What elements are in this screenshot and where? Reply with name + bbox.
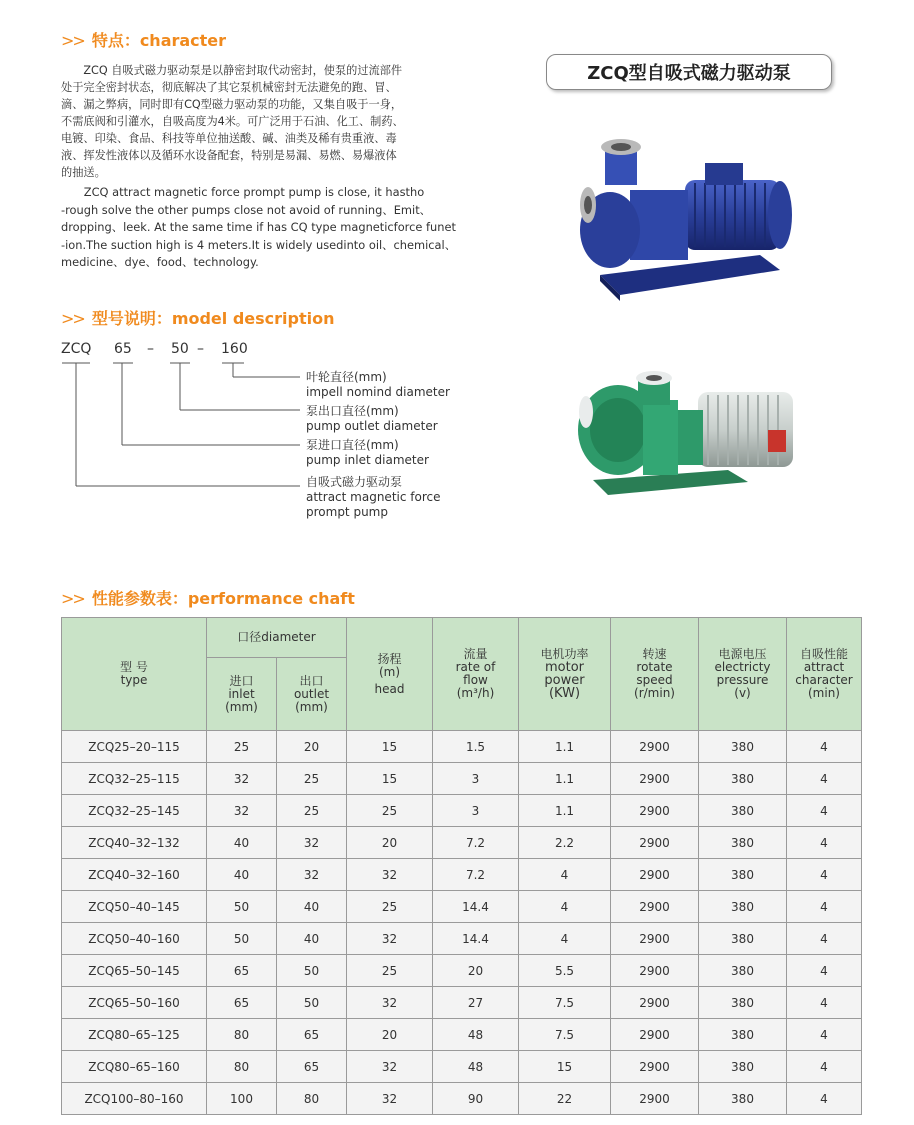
cell-outlet: 40: [277, 923, 347, 955]
cell-voltage: 380: [699, 987, 787, 1019]
cell-suction: 4: [787, 1019, 862, 1051]
table-row: [62, 1083, 862, 1115]
cell-flow: 48: [433, 1051, 519, 1083]
cell-power: 1.1: [519, 731, 611, 763]
model-code-impeller: 160: [221, 341, 248, 357]
header-en: flow: [463, 673, 488, 687]
desc-en: prompt pump: [306, 505, 388, 519]
cell-flow: 3: [433, 763, 519, 795]
table-row: [62, 827, 862, 859]
text-line: medicine、dye、food、technology.: [61, 255, 259, 269]
cell-flow: 20: [433, 955, 519, 987]
cell-head: 32: [347, 1083, 433, 1115]
header-en: rate of: [455, 660, 496, 674]
cell-speed: 2900: [611, 795, 699, 827]
cell-flow: 90: [433, 1083, 519, 1115]
text-line: -ion.The suction high is 4 meters.It is widely usedinto oil、chemical、: [61, 237, 457, 252]
desc-en: pump inlet diameter: [306, 453, 429, 467]
cell-suction: 4: [787, 827, 862, 859]
cell-suction: 4: [787, 891, 862, 923]
chevron-right-icon: >>: [61, 309, 84, 328]
cell-power: 2.2: [519, 827, 611, 859]
cell-outlet: 40: [277, 891, 347, 923]
header-en: outlet: [293, 686, 330, 701]
header-en: character: [795, 673, 853, 687]
cell-inlet: 100: [207, 1083, 277, 1115]
cell-model: ZCQ32–25–145: [62, 795, 207, 827]
cell-suction: 4: [787, 923, 862, 955]
cell-head: 25: [347, 795, 433, 827]
header-en: type: [120, 673, 148, 687]
header-suction: [787, 618, 862, 731]
pump-type-label: [306, 475, 440, 520]
cell-model: ZCQ32–25–115: [62, 763, 207, 795]
header-unit: (m³/h): [456, 686, 495, 700]
cell-head: 25: [347, 955, 433, 987]
header-en: pressure: [716, 673, 769, 687]
cell-voltage: 380: [699, 955, 787, 987]
text-line: 的抽送。: [61, 166, 106, 179]
table-row: [62, 891, 862, 923]
desc-en: attract magnetic force: [306, 490, 441, 504]
product-title: ZCQ型自吸式磁力驱动泵: [587, 63, 791, 84]
desc-en: impell nomind diameter: [306, 385, 450, 399]
cell-flow: 7.2: [433, 827, 519, 859]
table-row: [62, 859, 862, 891]
header-cn: 自吸性能: [799, 647, 848, 661]
desc-en: pump outlet diameter: [306, 419, 438, 433]
cell-inlet: 40: [207, 859, 277, 891]
cell-model: ZCQ50–40–160: [62, 923, 207, 955]
cell-flow: 14.4: [433, 923, 519, 955]
header-cn: 电源电压: [718, 647, 767, 661]
cell-suction: 4: [787, 731, 862, 763]
character-title-text: 特点：character: [91, 31, 227, 50]
header-cn: 进口: [229, 673, 254, 688]
header-cn: 型 号: [120, 660, 148, 674]
cell-model: ZCQ50–40–145: [62, 891, 207, 923]
table-row: [62, 795, 862, 827]
cell-outlet: 50: [277, 955, 347, 987]
header-outlet: [277, 658, 347, 731]
cell-flow: 48: [433, 1019, 519, 1051]
cell-head: 32: [347, 1051, 433, 1083]
header-head: [347, 618, 433, 731]
performance-table: [61, 617, 862, 1115]
desc-cn: 自吸式磁力驱动泵: [306, 475, 403, 489]
cell-inlet: 40: [207, 827, 277, 859]
cell-flow: 3: [433, 795, 519, 827]
cell-outlet: 65: [277, 1051, 347, 1083]
cell-inlet: 50: [207, 923, 277, 955]
cell-head: 15: [347, 763, 433, 795]
cell-head: 32: [347, 859, 433, 891]
cell-speed: 2900: [611, 955, 699, 987]
cell-model: ZCQ65–50–160: [62, 987, 207, 1019]
table-row: [62, 923, 862, 955]
header-cn: 出口: [299, 673, 324, 688]
cell-power: 4: [519, 859, 611, 891]
cell-power: 15: [519, 1051, 611, 1083]
cell-inlet: 80: [207, 1019, 277, 1051]
header-unit: (KW): [548, 686, 581, 701]
cell-inlet: 25: [207, 731, 277, 763]
cell-voltage: 380: [699, 795, 787, 827]
header-inlet: [207, 658, 277, 731]
cell-power: 7.5: [519, 1019, 611, 1051]
cell-model: ZCQ80–65–125: [62, 1019, 207, 1051]
performance-section-title: [61, 586, 355, 609]
header-type: [62, 618, 207, 731]
header-en: motor: [544, 660, 584, 675]
cell-head: 32: [347, 923, 433, 955]
cell-voltage: 380: [699, 763, 787, 795]
model-code-inlet: 65: [114, 341, 132, 357]
cell-inlet: 65: [207, 987, 277, 1019]
desc-cn: 叶轮直径(mm): [306, 370, 387, 384]
text-line: 滴、漏之弊病，同时即有CQ型磁力驱动泵的功能，又集自吸于一身，: [61, 98, 403, 111]
cell-outlet: 80: [277, 1083, 347, 1115]
text-line: 电镀、印染、食品、科技等单位抽送酸、碱、油类及稀有贵重液、毒: [61, 132, 397, 145]
cell-suction: 4: [787, 987, 862, 1019]
header-power: [519, 618, 611, 731]
cell-voltage: 380: [699, 1019, 787, 1051]
cell-outlet: 32: [277, 859, 347, 891]
header-diameter: 口径diameter: [207, 618, 347, 658]
cell-flow: 27: [433, 987, 519, 1019]
cell-flow: 1.5: [433, 731, 519, 763]
text-line: 不需底阀和引灌水，自吸高度为4米。可广泛用于石油、化工、制药、: [61, 115, 404, 128]
model-code-series: ZCQ: [61, 341, 92, 357]
cell-model: ZCQ80–65–160: [62, 1051, 207, 1083]
cell-voltage: 380: [699, 891, 787, 923]
model-code-dash: –: [197, 341, 204, 357]
cell-outlet: 65: [277, 1019, 347, 1051]
cell-head: 20: [347, 1019, 433, 1051]
performance-title-text: 性能参数表：performance chaft: [91, 589, 355, 608]
header-en: rotate: [636, 660, 673, 674]
header-cn: 扬程: [377, 651, 402, 666]
cell-suction: 4: [787, 1051, 862, 1083]
cell-outlet: 25: [277, 795, 347, 827]
table-row: [62, 1051, 862, 1083]
header-en: speed: [636, 673, 673, 687]
header-en: electricty: [714, 660, 771, 674]
text-line: dropping、leek. At the same time if has CQ type magneticforce funet: [61, 220, 456, 234]
table-row: [62, 1019, 862, 1051]
cell-suction: 4: [787, 1083, 862, 1115]
cell-head: 20: [347, 827, 433, 859]
table-row: [62, 763, 862, 795]
header-flow: [433, 618, 519, 731]
cell-speed: 2900: [611, 731, 699, 763]
text-line: 液、挥发性液体以及循环水设备配套，特别是易漏、易燃、易爆液体: [61, 149, 397, 162]
cell-speed: 2900: [611, 1051, 699, 1083]
cell-voltage: 380: [699, 1051, 787, 1083]
cell-power: 22: [519, 1083, 611, 1115]
model-title-text: 型号说明：model description: [91, 309, 335, 328]
cell-inlet: 80: [207, 1051, 277, 1083]
cell-voltage: 380: [699, 827, 787, 859]
cell-flow: 7.2: [433, 859, 519, 891]
cell-power: 4: [519, 891, 611, 923]
cell-power: 4: [519, 923, 611, 955]
header-en: power: [544, 673, 585, 688]
header-cn: 流量: [463, 647, 488, 661]
header-unit: (v): [734, 686, 751, 700]
text-line: ZCQ attract magnetic force prompt pump is close, it hastho: [61, 185, 425, 199]
chevron-right-icon: >>: [61, 589, 84, 608]
cell-suction: 4: [787, 859, 862, 891]
cell-suction: 4: [787, 795, 862, 827]
text-line: -rough solve the other pumps close not avoid of running、Emit、: [61, 202, 432, 217]
table-row: [62, 955, 862, 987]
cell-model: ZCQ25–20–115: [62, 731, 207, 763]
cell-speed: 2900: [611, 1083, 699, 1115]
cell-voltage: 380: [699, 923, 787, 955]
cell-outlet: 32: [277, 827, 347, 859]
cell-inlet: 50: [207, 891, 277, 923]
cell-inlet: 32: [207, 763, 277, 795]
header-unit: (r/min): [634, 686, 675, 700]
model-code-dash: –: [147, 341, 154, 357]
cell-speed: 2900: [611, 827, 699, 859]
table-row: [62, 731, 862, 763]
desc-cn: 泵出口直径(mm): [306, 404, 399, 418]
cell-model: ZCQ65–50–145: [62, 955, 207, 987]
inlet-diameter-label: [306, 438, 429, 468]
cell-speed: 2900: [611, 987, 699, 1019]
cell-speed: 2900: [611, 923, 699, 955]
cell-outlet: 25: [277, 763, 347, 795]
impeller-diameter-label: [306, 370, 450, 400]
cell-voltage: 380: [699, 1083, 787, 1115]
performance-table-body: [62, 731, 862, 1115]
cell-model: ZCQ40–32–160: [62, 859, 207, 891]
header-speed: [611, 618, 699, 731]
desc-cn: 泵进口直径(mm): [306, 438, 399, 452]
cell-voltage: 380: [699, 859, 787, 891]
header-en: attract: [803, 660, 845, 674]
cell-speed: 2900: [611, 763, 699, 795]
cell-speed: 2900: [611, 1019, 699, 1051]
header-unit: (min): [808, 686, 840, 700]
header-unit: (mm): [295, 699, 328, 714]
cell-suction: 4: [787, 955, 862, 987]
cell-flow: 14.4: [433, 891, 519, 923]
chevron-right-icon: >>: [61, 31, 84, 50]
cell-head: 32: [347, 987, 433, 1019]
cell-speed: 2900: [611, 859, 699, 891]
cell-inlet: 32: [207, 795, 277, 827]
cell-model: ZCQ100–80–160: [62, 1083, 207, 1115]
cell-outlet: 20: [277, 731, 347, 763]
table-row: [62, 987, 862, 1019]
cell-voltage: 380: [699, 731, 787, 763]
model-code-outlet: 50: [171, 341, 189, 357]
cell-head: 25: [347, 891, 433, 923]
cell-power: 7.5: [519, 987, 611, 1019]
cell-suction: 4: [787, 763, 862, 795]
text-line: ZCQ 自吸式磁力驱动泵是以静密封取代动密封，使泵的过流部件: [61, 64, 403, 77]
header-en: head: [374, 681, 405, 696]
header-en: inlet: [228, 686, 255, 701]
cell-outlet: 50: [277, 987, 347, 1019]
text-line: 处于完全密封状态，彻底解决了其它泵机械密封无法避免的跑、冒、: [61, 81, 397, 94]
cell-power: 1.1: [519, 763, 611, 795]
cell-speed: 2900: [611, 891, 699, 923]
outlet-diameter-label: [306, 404, 438, 434]
cell-head: 15: [347, 731, 433, 763]
cell-inlet: 65: [207, 955, 277, 987]
cell-power: 5.5: [519, 955, 611, 987]
header-cn: 转速: [642, 647, 667, 661]
cell-model: ZCQ40–32–132: [62, 827, 207, 859]
cell-power: 1.1: [519, 795, 611, 827]
header-cn: 电机功率: [540, 647, 589, 661]
header-unit: (m): [378, 664, 401, 679]
header-unit: (mm): [225, 699, 258, 714]
header-voltage: [699, 618, 787, 731]
